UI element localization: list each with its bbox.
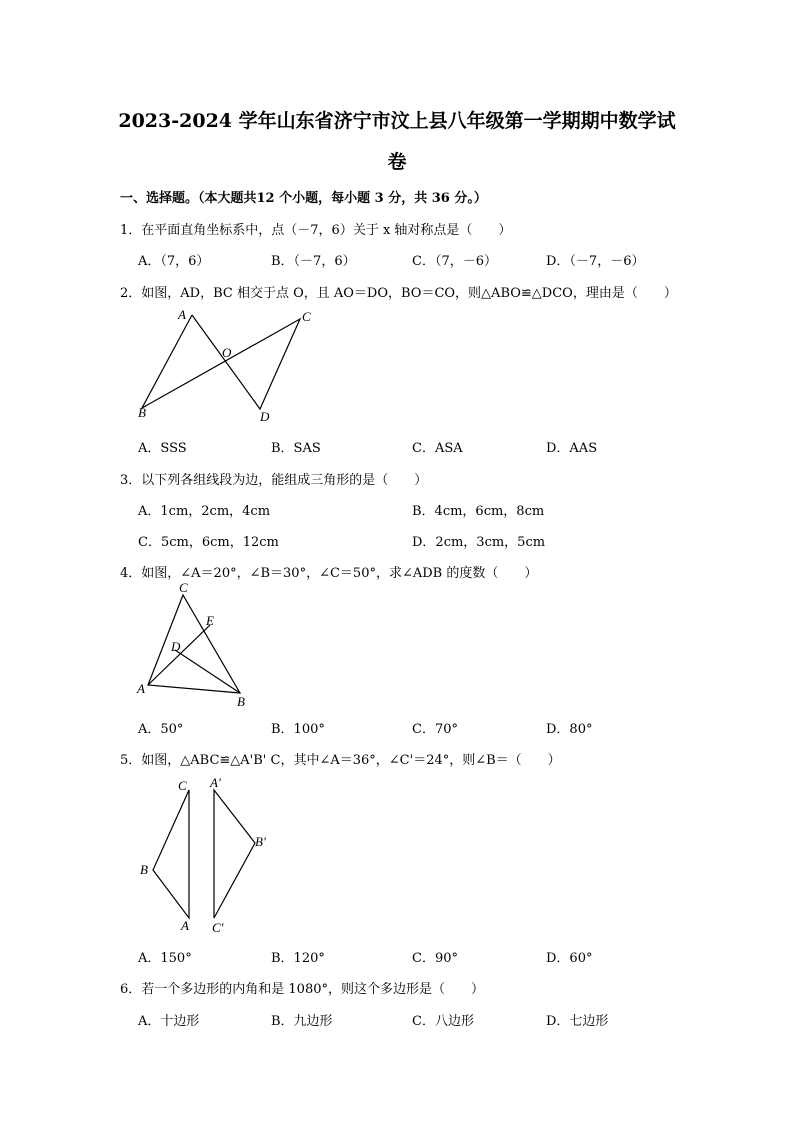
question-4-stem: 4．如图，∠A＝20°，∠B＝30°，∠C＝50°，求∠ADB 的度数（ ）: [120, 566, 538, 581]
q4-option-c: C．70°: [412, 722, 458, 737]
q1-option-d: D．（－7，－6）: [546, 254, 645, 269]
q1-option-a: A．（7，6）: [138, 254, 210, 269]
q6-option-c: C．八边形: [412, 1014, 474, 1029]
q5-option-d: D．60°: [546, 951, 593, 966]
q4-label-a: A: [137, 681, 145, 696]
q2-label-a: A: [178, 307, 186, 322]
q2-option-c: C．ASA: [412, 441, 463, 456]
q2-option-d: D．AAS: [546, 441, 598, 456]
q2-figure: [130, 305, 330, 425]
q5-label-b: B: [140, 862, 148, 877]
exam-title-line1: 2023-2024 学年山东省济宁市汶上县八年级第一学期期中数学试: [118, 110, 676, 132]
q5-option-b: B．120°: [271, 951, 325, 966]
q3-option-b: B．4cm，6cm，8cm: [412, 504, 545, 519]
q5-option-a: A．150°: [138, 951, 192, 966]
q6-option-a: A．十边形: [138, 1014, 200, 1029]
q5-option-c: C．90°: [412, 951, 458, 966]
q4-figure: [130, 580, 260, 710]
q5-label-a-prime: A': [210, 775, 221, 790]
q5-triangle-abc: [153, 790, 189, 918]
q1-option-c: C．（7，－6）: [412, 254, 497, 269]
q2-label-d: D: [260, 409, 270, 424]
q2-label-o: O: [222, 345, 232, 360]
section-heading: 一、选择题。（本大题共12 个小题，每小题 3 分，共 36 分。）: [120, 191, 487, 206]
q2-figure-lines: [142, 315, 300, 409]
q5-label-c-prime: C': [212, 920, 224, 935]
q5-label-a: A: [181, 918, 189, 933]
q4-label-e: E: [206, 613, 214, 628]
q5-figure: [130, 770, 280, 940]
q6-option-d: D．七边形: [546, 1014, 609, 1029]
q3-option-d: D．2cm，3cm，5cm: [412, 535, 546, 550]
q2-option-b: B．SAS: [271, 441, 321, 456]
question-1-stem: 1．在平面直角坐标系中，点（－7，6）关于 x 轴对称点是（ ）: [120, 223, 512, 238]
q3-option-a: A．1cm，2cm，4cm: [138, 504, 271, 519]
q4-label-c: C: [179, 580, 188, 595]
q5-triangle-a-prime: [214, 790, 255, 918]
q5-label-b-prime: B': [255, 834, 266, 849]
q4-segment-ae: [148, 625, 210, 685]
q4-segment-bd: [175, 650, 240, 693]
exam-title-line2: 卷: [387, 151, 407, 173]
question-5-stem: 5．如图，△ABC≌△A'B' C，其中∠A＝36°，∠C'＝24°，则∠B＝（ ）: [120, 753, 561, 768]
q4-label-d: D: [171, 639, 181, 654]
q4-option-b: B．100°: [271, 722, 325, 737]
q4-option-d: D．80°: [546, 722, 593, 737]
question-3-stem: 3．以下列各组线段为边，能组成三角形的是（ ）: [120, 473, 428, 488]
q5-label-c: C: [178, 778, 187, 793]
q3-option-c: C．5cm，6cm，12cm: [138, 535, 279, 550]
q2-option-a: A．SSS: [138, 441, 187, 456]
q4-option-a: A．50°: [138, 722, 184, 737]
q1-option-b: B．（－7，6）: [271, 254, 356, 269]
q4-label-b: B: [237, 694, 245, 709]
question-6-stem: 6．若一个多边形的内角和是 1080°，则这个多边形是（ ）: [120, 982, 484, 997]
q2-label-c: C: [302, 309, 311, 324]
q6-option-b: B．九边形: [271, 1014, 333, 1029]
q2-label-b: B: [138, 405, 146, 420]
q4-triangle: [148, 595, 240, 693]
question-2-stem: 2．如图，AD，BC 相交于点 O，且 AO＝DO，BO＝CO，则△ABO≌△DCO，理由是（ ）: [120, 286, 677, 301]
